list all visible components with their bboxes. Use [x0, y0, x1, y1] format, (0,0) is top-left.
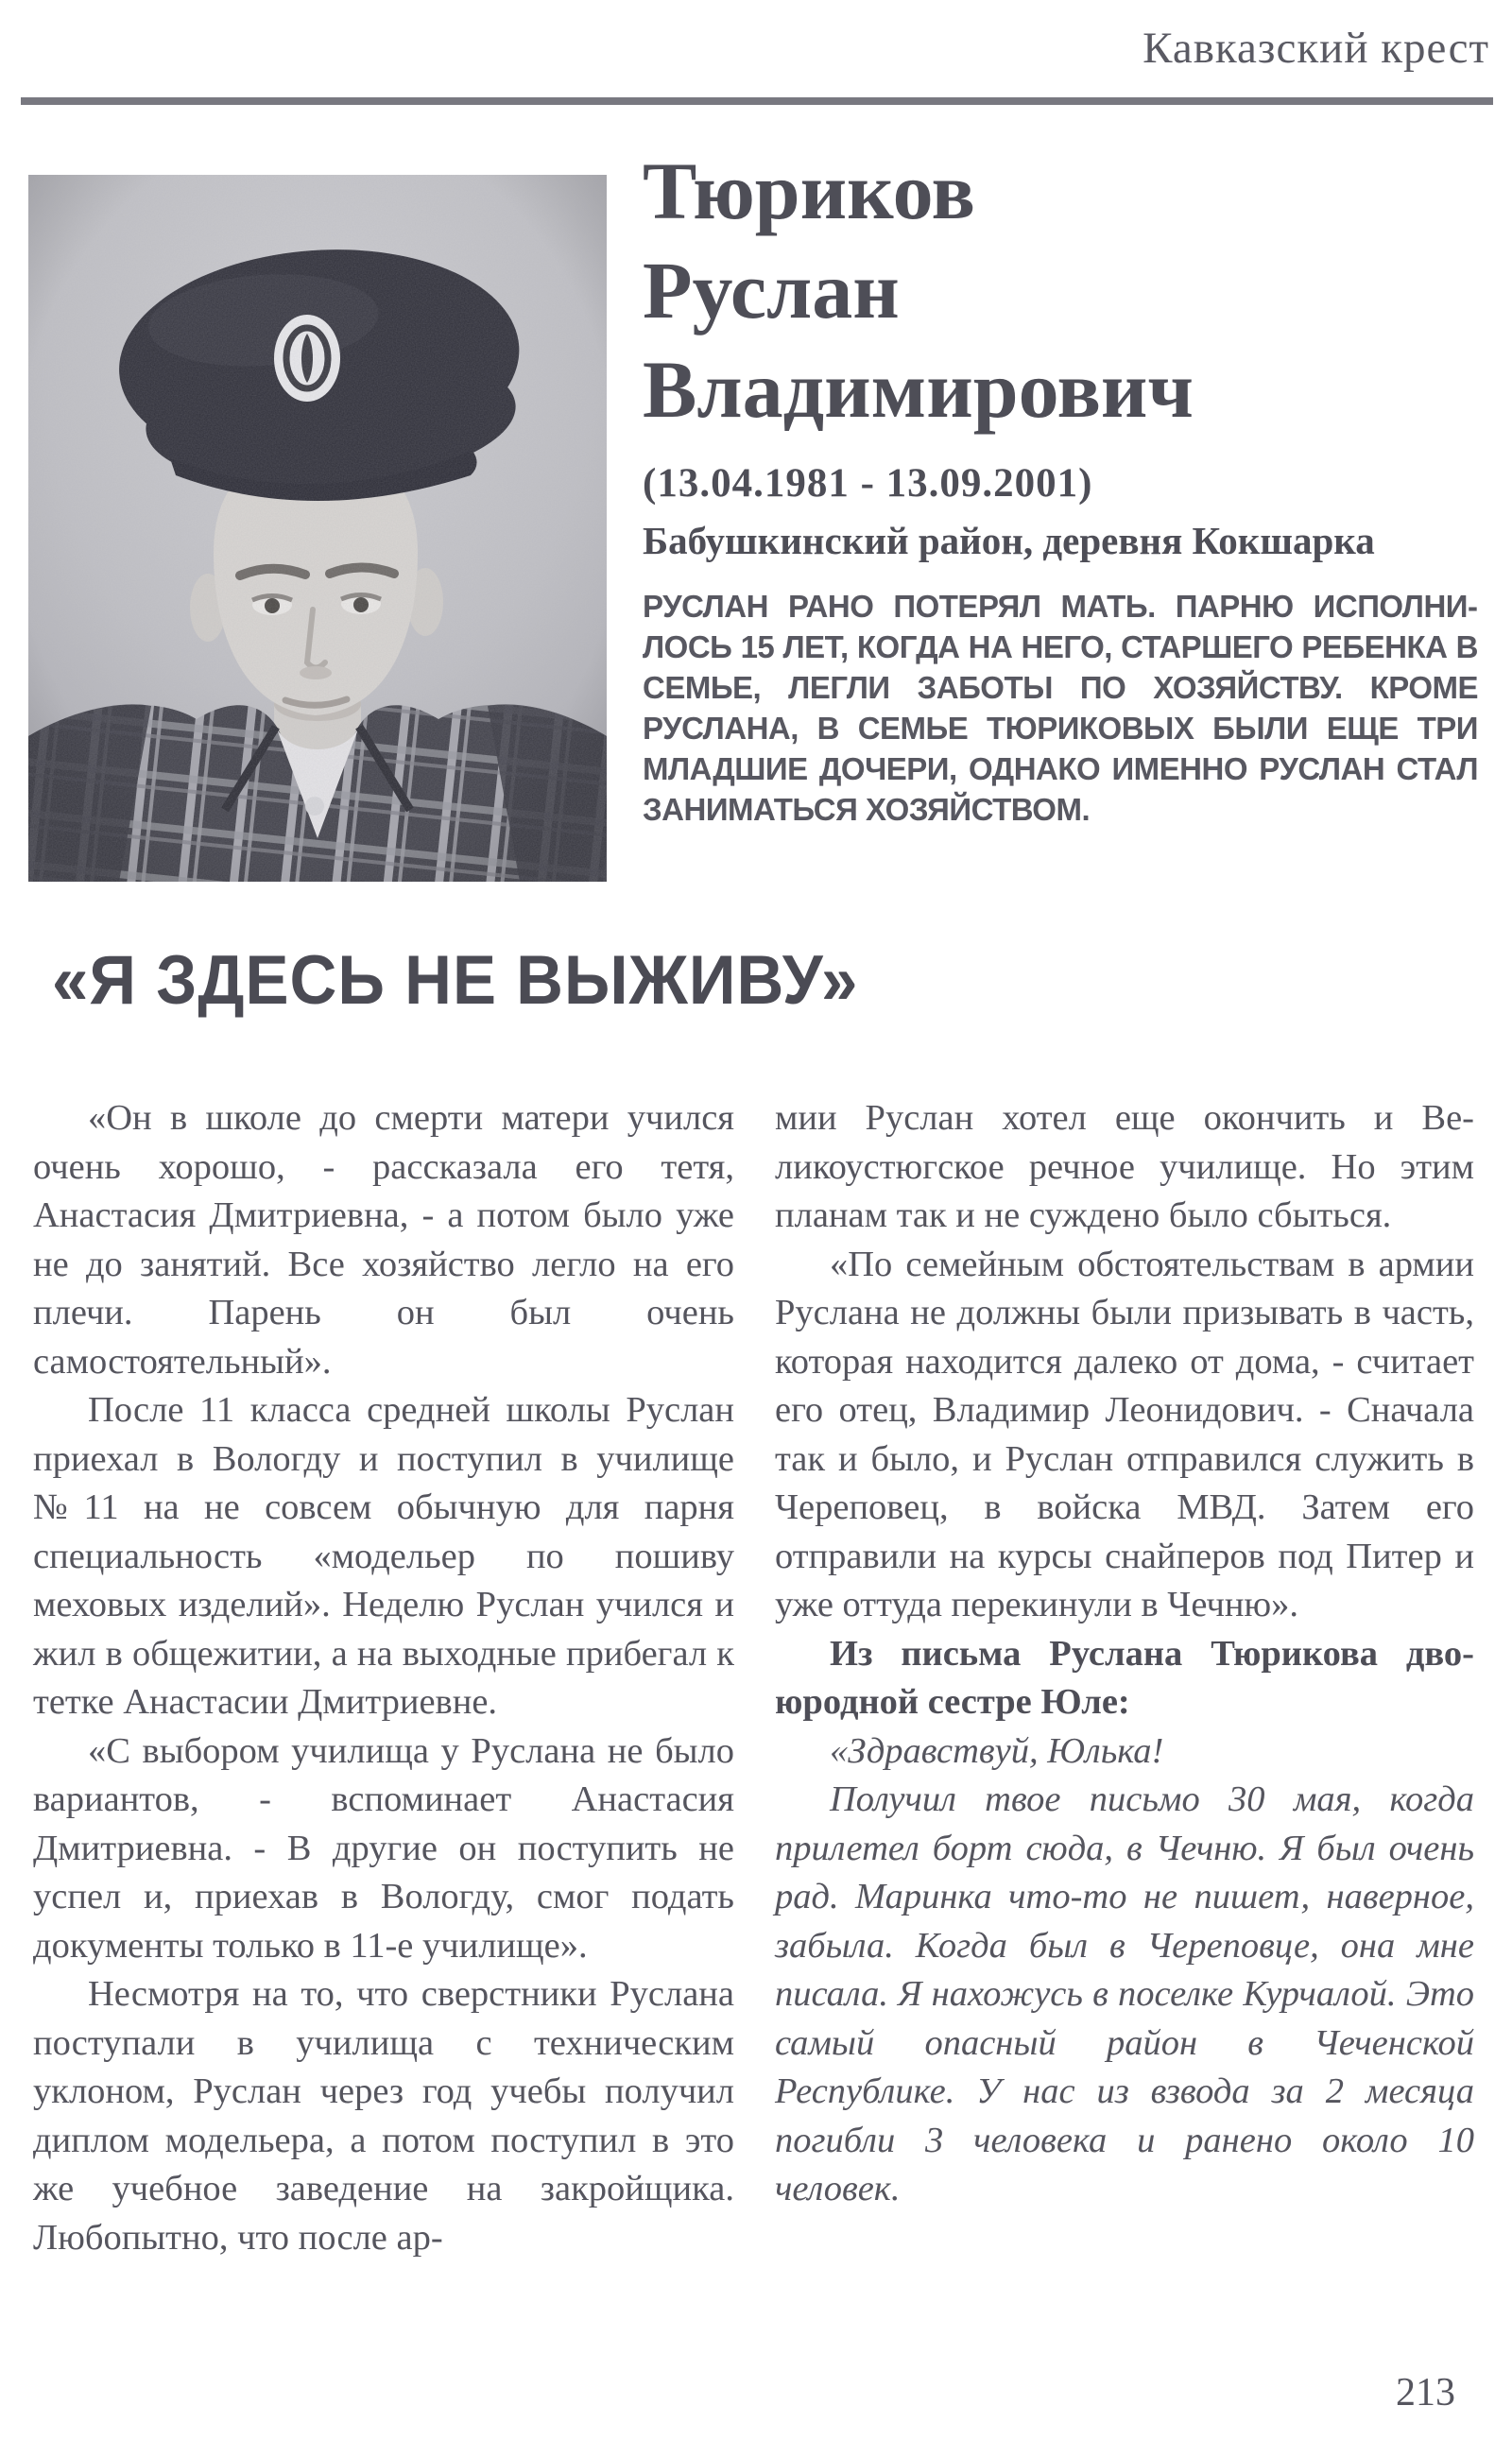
page-number: 213	[1396, 2371, 1455, 2414]
header-rule	[21, 97, 1493, 105]
photo-grain	[28, 175, 607, 882]
left-column	[33, 1094, 734, 2262]
right-column	[775, 1094, 1474, 2214]
running-header: Кавказский крест	[1143, 24, 1489, 73]
life-dates: (13.04.1981 - 13.09.2001)	[643, 461, 1093, 506]
surname: Тюриков	[643, 146, 975, 236]
paragraph: «По семейным обстоятельствам в армии Руслана не должны были призывать в часть, которая находится далеко от дома, - считает его отец, Владимир Леонидович. - Сначала так и было, и Руслан отправился служить в Череповец, в войска МВД. Затем его отправили на курсы снайперов под Питер и уже оттуда перекинули в Чечню».	[775, 1244, 1474, 1624]
profile-block	[643, 142, 1493, 830]
portrait-photo	[28, 175, 607, 882]
first-name: Руслан	[643, 245, 900, 335]
portrait-illustration	[28, 175, 607, 882]
letter-greeting: «Здравствуй, Юлька!	[830, 1730, 1164, 1771]
letter-intro: Из письма Руслана Тюрикова двоюродной сестре Юле:	[775, 1633, 1474, 1722]
paragraph: «Он в школе до смерти матери учился очень хорошо, - рассказала его тетя, Анастасия Дмитриевна, - а потом было уже не до занятий. Все хозяйство легло на его плечи. Парень он был очень самостоятельный».	[33, 1098, 734, 1382]
patronymic: Владимирович	[643, 344, 1194, 435]
home-location: Бабушкинский район, деревня Кокшарка	[643, 519, 1375, 562]
paragraph: «С выбором училища у Руслана не было вариантов, - вспоминает Анастасия Дмитриевна. - В другие он поступить не успел и, приехав в Вологду, смог подать документы только в 11-е училище».	[33, 1730, 734, 1966]
paragraph: Несмотря на то, что сверстники Руслана поступали в училища с техническим уклоном, Руслан через год учебы получил диплом модельера, а потом поступил в это же учебное заведение на закройщика. Любопытно, что после ар-	[33, 1974, 734, 2258]
letter-body: Получил твое письмо 30 мая, когда прилетел борт сюда, в Чечню. Я был очень рад. Маринка что-то не пишет, наверное, забыла. Когда был в Череповце, она мне писала. Я нахожусь в поселке Курчалой. Это самый опасный район в Чеченской Республике. У нас из взвода за 2 месяца погибли 3 человека и ранено около 10 человек.	[775, 1779, 1474, 2208]
paragraph: После 11 класса средней школы Руслан приехал в Вологду и поступил в училище №11 на не совсем обычную для парня специальность «модельер по пошиву меховых изделий». Неделю Руслан учился и жил в общежитии, а на выходные прибегал к тетке Анастасии Дмитриевне.	[33, 1390, 734, 1722]
biography-summary: РУСЛАН РАНО ПОТЕРЯЛ МАТЬ. ПАРНЮ ИСПОЛНИЛОСЬ 15 ЛЕТ, КОГДА НА НЕГО, СТАРШЕГО РЕБЕНКА В СЕМЬЕ, ЛЕГЛИ ЗАБОТЫ ПО ХОЗЯЙСТВУ. КРОМЕ РУСЛАНА, В СЕМЬЕ ТЮРИКОВЫХ БЫЛИ ЕЩЕ ТРИ МЛАДШИЕ ДОЧЕРИ, ОДНАКО ИМЕННО РУСЛАН СТАЛ ЗАНИМАТЬСЯ ХОЗЯЙСТВОМ.	[643, 589, 1478, 827]
paragraph: мии Руслан хотел еще окончить и Великоустюгское речное училище. Но этим планам так и не суждено было сбыться.	[775, 1098, 1474, 1235]
article-title: «Я ЗДЕСЬ НЕ ВЫЖИВУ»	[52, 941, 859, 1019]
